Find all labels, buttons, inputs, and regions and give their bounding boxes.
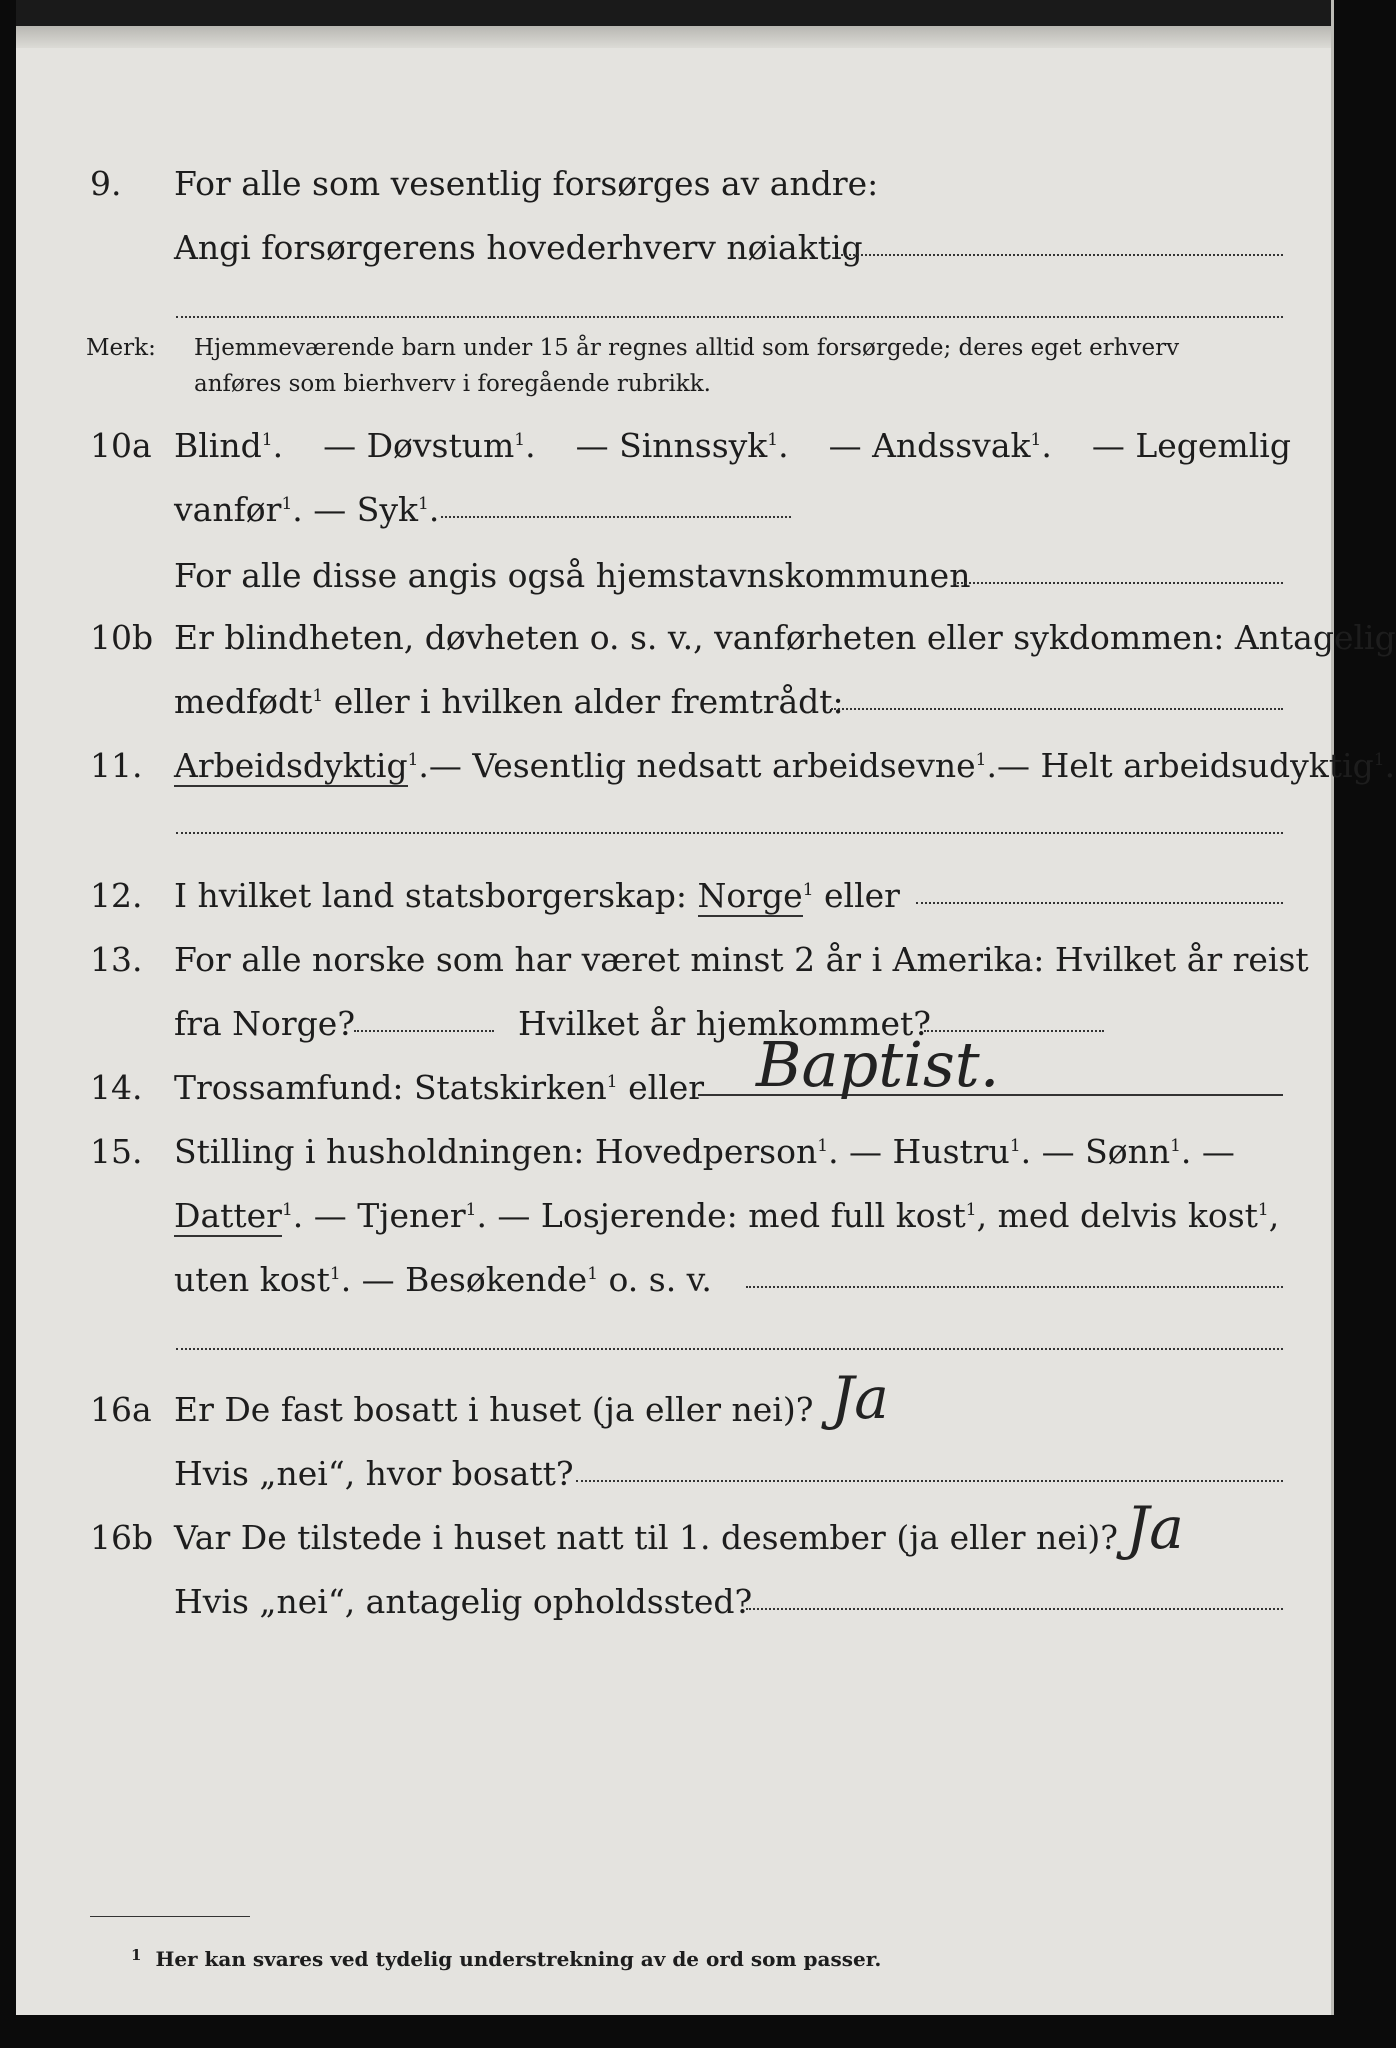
answer-line[interactable]	[836, 254, 1283, 256]
handwritten-answer: Ja	[1126, 1494, 1184, 1562]
underlined-answer[interactable]: Arbeidsdyktig	[174, 746, 408, 785]
answer-line[interactable]	[831, 708, 1283, 710]
question-10a-line2	[16, 484, 1331, 544]
question-number: 10b	[90, 618, 154, 657]
question-text: Hvis „nei“, hvor bosatt?	[174, 1454, 574, 1493]
question-text: Hvis „nei“, antagelig opholdssted?	[174, 1582, 753, 1621]
question-text: uten kost$^1$. — Besøkende$^1$ o. s. v.	[174, 1260, 712, 1299]
question-10b	[16, 612, 1396, 672]
question-text: Stilling i husholdningen: Hovedperson$^1$. — Hustru$^1$. — Sønn$^1$. —	[174, 1132, 1235, 1171]
answer-line[interactable]	[576, 1480, 1283, 1482]
answer-line[interactable]	[441, 516, 791, 518]
question-16b-line2	[16, 1576, 1331, 1636]
question-14	[16, 1062, 1331, 1122]
question-text: vanfør$^1$. — Syk$^1$.	[174, 490, 440, 529]
answer-line[interactable]	[916, 902, 1283, 904]
census-form-page	[16, 0, 1396, 2015]
question-text: I hvilket land statsborgerskap: Norge$^1$ eller	[174, 876, 900, 915]
note-label: Merk:	[86, 335, 156, 361]
handwritten-answer: Ja	[831, 1364, 889, 1432]
answer-line[interactable]	[954, 582, 1283, 584]
question-text: For alle norske som har været minst 2 år i Amerika: Hvilket år reist	[174, 940, 1309, 979]
question-text: fra Norge?	[174, 1004, 356, 1043]
question-11	[16, 740, 1396, 800]
question-number: 12.	[90, 876, 143, 915]
question-text: Blind$^1$. — Døvstum$^1$. — Sinnssyk$^1$. — Andssvak$^1$. — Legemlig	[174, 426, 1291, 465]
question-15-line3	[16, 1254, 1331, 1314]
question-number: 16a	[90, 1390, 152, 1429]
answer-line[interactable]	[746, 1286, 1283, 1288]
scanned-top-edge	[16, 0, 1331, 48]
handwritten-religion: Baptist.	[756, 1028, 1000, 1101]
question-10b-line2	[16, 676, 1331, 736]
question-text: Hvilket år hjemkommet?	[518, 1004, 931, 1043]
question-number: 9.	[90, 164, 122, 203]
answer-line[interactable]	[176, 1348, 1283, 1350]
question-number: 11.	[90, 746, 143, 785]
answer-line[interactable]	[176, 832, 1283, 834]
footnote-rule	[90, 1916, 250, 1917]
question-number: 14.	[90, 1068, 143, 1107]
question-12	[16, 870, 1331, 930]
question-text: For alle som vesentlig forsørges av andre:	[174, 164, 879, 203]
question-15	[16, 1126, 1331, 1186]
question-15-line2	[16, 1190, 1331, 1250]
question-number: 10a	[90, 426, 152, 465]
question-10a	[16, 420, 1331, 480]
question-text: Er De fast bosatt i huset (ja eller nei)?	[174, 1390, 814, 1429]
footnote: $^1$ Her kan svares ved tydelig understrekning av de ord som passer.	[131, 1946, 882, 1971]
answer-line[interactable]	[176, 316, 1283, 318]
note-text: Hjemmeværende barn under 15 år regnes alltid som forsørgede; deres eget erhverv	[194, 335, 1180, 361]
question-9	[16, 158, 1331, 218]
question-text: Angi forsørgerens hovederhverv nøiaktig	[174, 228, 863, 267]
underlined-answer[interactable]: Datter	[174, 1196, 282, 1235]
question-9-line2	[16, 222, 1331, 282]
question-text: Arbeidsdyktig$^1$. — Vesentlig nedsatt arbeidsevne$^1$. — Helt arbeidsudyktig$^1$.	[174, 746, 1396, 785]
question-number: 16b	[90, 1518, 154, 1557]
question-text: medfødt$^1$ eller i hvilken alder fremtrådt:	[174, 682, 844, 721]
question-text: Var De tilstede i huset natt til 1. desember (ja eller nei)?	[174, 1518, 1118, 1557]
answer-line[interactable]	[354, 1030, 494, 1032]
underlined-answer[interactable]: Norge	[697, 876, 803, 915]
question-number: 13.	[90, 940, 143, 979]
answer-line[interactable]	[746, 1608, 1283, 1610]
question-text: Datter$^1$. — Tjener$^1$. — Losjerende: med full kost$^1$, med delvis kost$^1$,	[174, 1196, 1280, 1235]
question-text: Er blindheten, døvheten o. s. v., vanførheten eller sykdommen: Antagelig	[174, 618, 1396, 657]
question-text: Trossamfund: Statskirken$^1$ eller	[174, 1068, 705, 1107]
note-text: anføres som bierhverv i foregående rubrikk.	[194, 371, 711, 397]
question-number: 15.	[90, 1132, 143, 1171]
question-text: For alle disse angis også hjemstavnskommunen	[174, 556, 971, 595]
question-13-line2	[16, 998, 1331, 1058]
question-13	[16, 934, 1331, 994]
question-16a	[16, 1384, 1331, 1444]
question-10a-line3	[16, 550, 1331, 610]
